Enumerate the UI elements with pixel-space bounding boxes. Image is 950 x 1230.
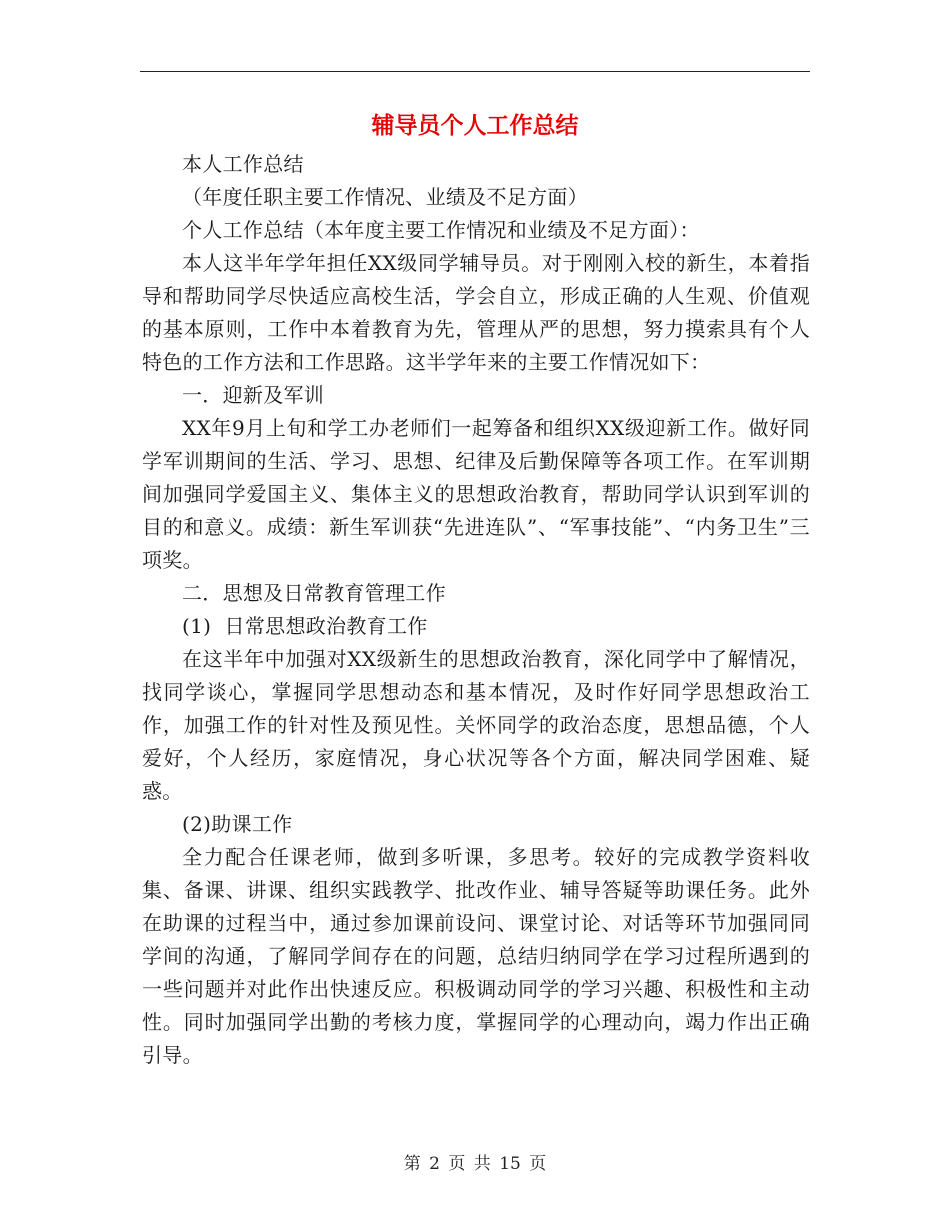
paragraph-summary-label: 本人工作总结 [182,152,304,176]
page-number: 第 2 页 共 15 页 [403,1154,547,1174]
document-body [142,148,810,1072]
paragraph-teaching-assistance: 全力配合任课老师，做到多听课，多思考。较好的完成教学资料收集、备课、讲课、组织实践教学、批改作业、辅导答疑等助课任务。此外在助课的过程当中，通过参加课前设问、课堂讨论、对话等环节加强同同学间的沟通，了解同学间存在的问题，总结归纳同学在学习过程所遇到的一些问题并对此作出快速反应。积极调动同学的学习兴趣、积极性和主动性。同时加强同学出勤的考核力度，掌握同学的心理动向，竭力作出正确引导。 [142,845,810,1067]
paragraph-introduction: 本人这半年学年担任XX级同学辅导员。对于刚刚入校的新生，本着指导和帮助同学尽快适应高校生活，学会自立，形成正确的人生观、价值观的基本原则，工作中本着教育为先，管理从严的思想，努力摸索具有个人特色的工作方法和工作思路。这半学年来的主要工作情况如下： [142,251,810,374]
document-title: 辅导员个人工作总结 [371,113,579,139]
section-heading-management: 二．思想及日常教育管理工作 [182,581,446,605]
section-heading-orientation: 一．迎新及军训 [182,383,325,407]
paragraph-political-education: 在这半年中加强对XX级新生的思想政治教育，深化同学中了解情况，找同学谈心，掌握同学思想动态和基本情况，及时作好同学思想政治工作，加强工作的针对性及预见性。关怀同学的政治态度，思想品德，个人爱好，个人经历，家庭情况，身心状况等各个方面，解决同学困难、疑惑。 [142,647,810,803]
header-rule [140,71,810,72]
paragraph-orientation: XX年9月上旬和学工办老师们一起筹备和组织XX级迎新工作。做好同学军训期间的生活、学习、思想、纪律及后勤保障等各项工作。在军训期间加强同学爱国主义、集体主义的思想政治教育，帮助同学认识到军训的目的和意义。成绩：新生军训获“先进连队”、“军事技能”、“内务卫生”三项奖。 [142,416,810,572]
subsection-heading-political-education: (1) 日常思想政治教育工作 [182,614,428,638]
subsection-heading-teaching-assistance: (2)助课工作 [182,812,293,836]
paragraph-summary-heading: 个人工作总结（本年度主要工作情况和业绩及不足方面）： [182,218,700,242]
paragraph-scope-note: （年度任职主要工作情况、业绩及不足方面） [182,185,588,209]
